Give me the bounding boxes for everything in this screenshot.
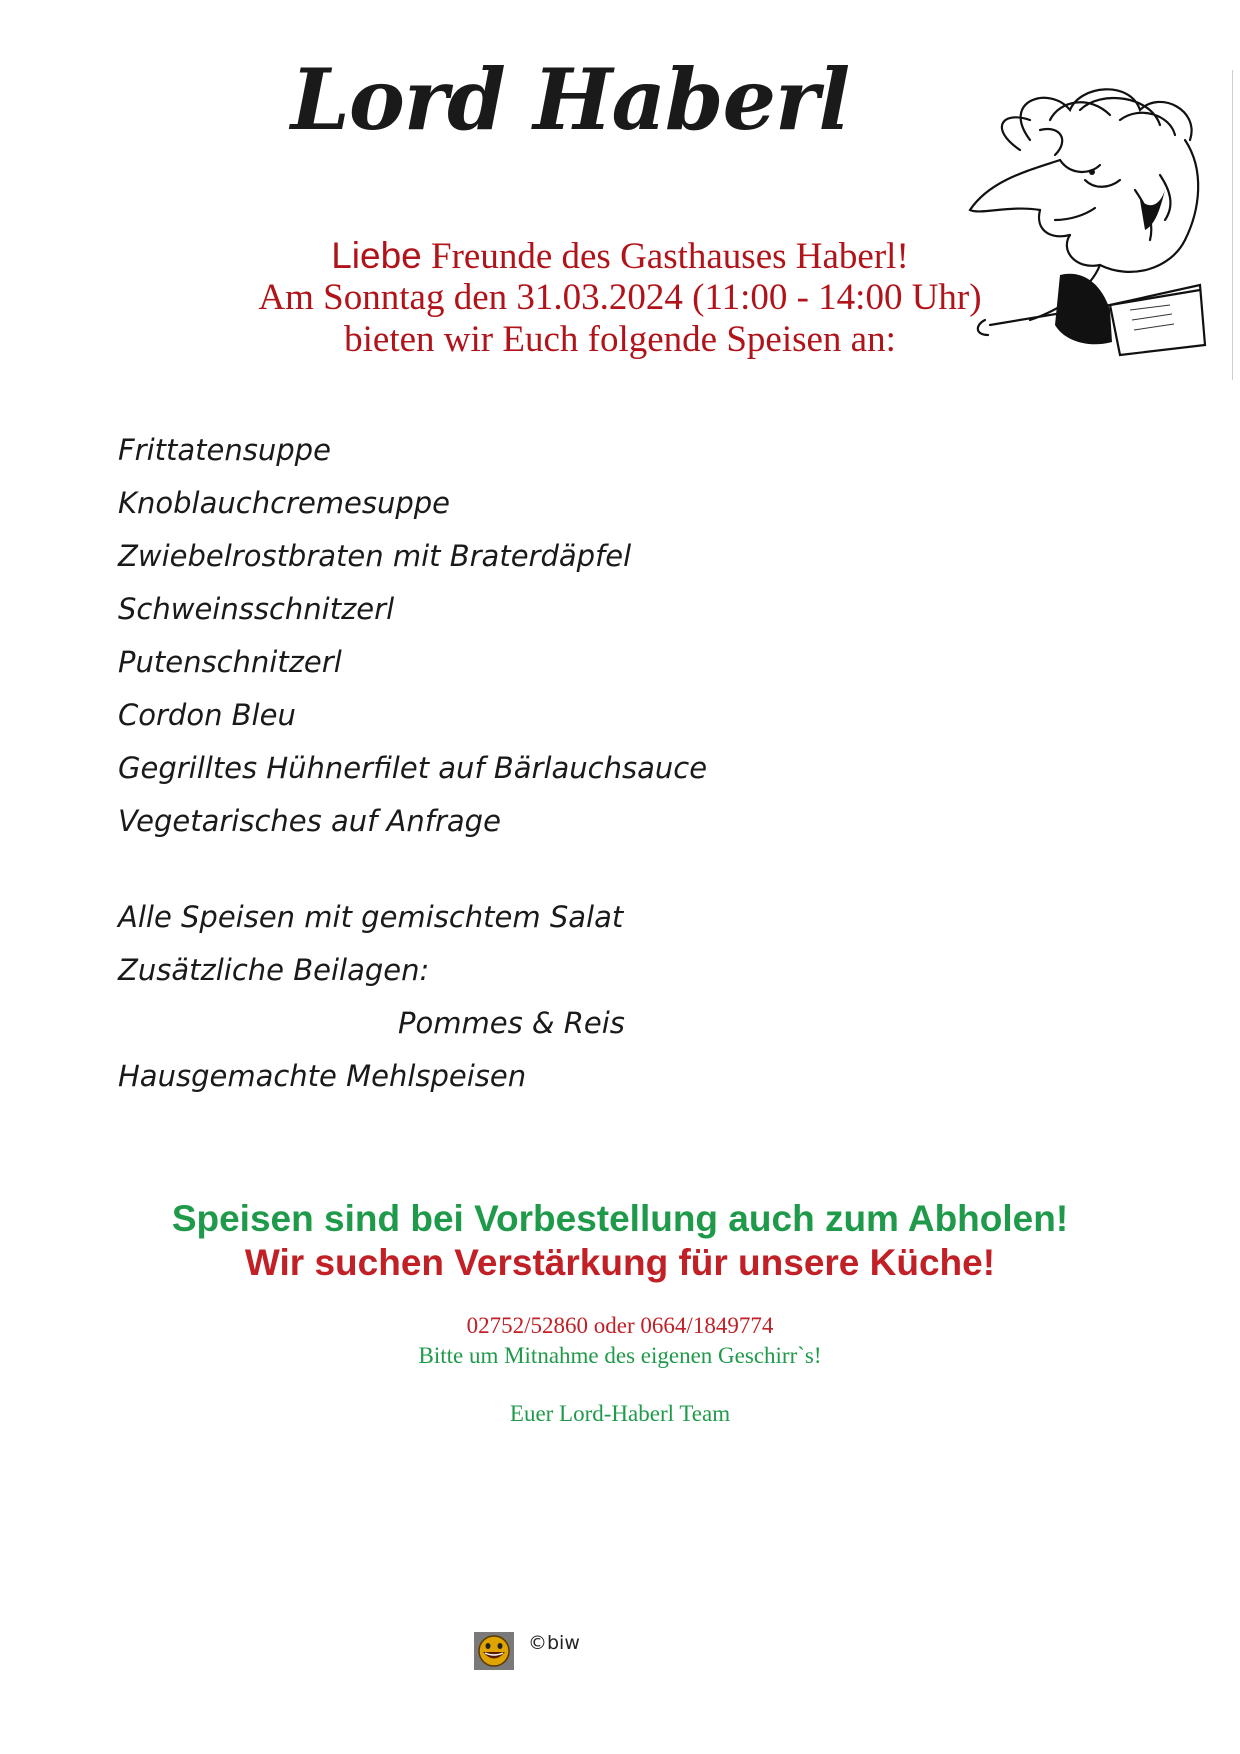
greeting-line-1 bbox=[160, 235, 1080, 278]
menu-item: Knoblauchcremesuppe bbox=[118, 486, 451, 520]
team-signoff: Euer Lord-Haberl Team bbox=[509, 1401, 731, 1426]
page-title: Lord Haberl bbox=[290, 50, 850, 149]
menu-item: Vegetarisches auf Anfrage bbox=[118, 804, 501, 838]
salad-note: Alle Speisen mit gemischtem Salat bbox=[118, 900, 624, 934]
sides-value: Pommes & Reis bbox=[398, 1006, 625, 1040]
menu-item: Gegrilltes Hühnerfilet auf Bärlauchsauce bbox=[118, 751, 708, 785]
greeting-line-2: Am Sonntag den 31.03.2024 (11:00 - 14:00 Uhr) bbox=[258, 277, 982, 318]
phone-numbers: 02752/52860 oder 0664/1849774 bbox=[466, 1313, 774, 1338]
desserts-note: Hausgemachte Mehlspeisen bbox=[118, 1059, 527, 1093]
menu-item: Frittatensuppe bbox=[118, 433, 331, 467]
copyright-text: ©biw bbox=[528, 1632, 580, 1654]
smiley-icon bbox=[474, 1632, 514, 1670]
hiring-notice: Wir suchen Verstärkung für unsere Küche! bbox=[244, 1242, 996, 1283]
dishes-note: Bitte um Mitnahme des eigenen Geschirr`s! bbox=[418, 1343, 822, 1368]
menu-item: Cordon Bleu bbox=[118, 698, 296, 732]
edge-line bbox=[1232, 70, 1233, 380]
greeting-line-1-rest: Freunde des Gasthauses Haberl! bbox=[421, 236, 909, 277]
pickup-notice: Speisen sind bei Vorbestellung auch zum Abholen! bbox=[171, 1198, 1069, 1239]
sides-label: Zusätzliche Beilagen: bbox=[118, 953, 430, 987]
menu-item: Putenschnitzerl bbox=[118, 645, 342, 679]
greeting-word-liebe: Liebe bbox=[331, 235, 422, 276]
greeting-line-3: bieten wir Euch folgende Speisen an: bbox=[344, 319, 896, 360]
menu-item: Zwiebelrostbraten mit Braterdäpfel bbox=[118, 539, 632, 573]
menu-item: Schweinsschnitzerl bbox=[118, 592, 395, 626]
